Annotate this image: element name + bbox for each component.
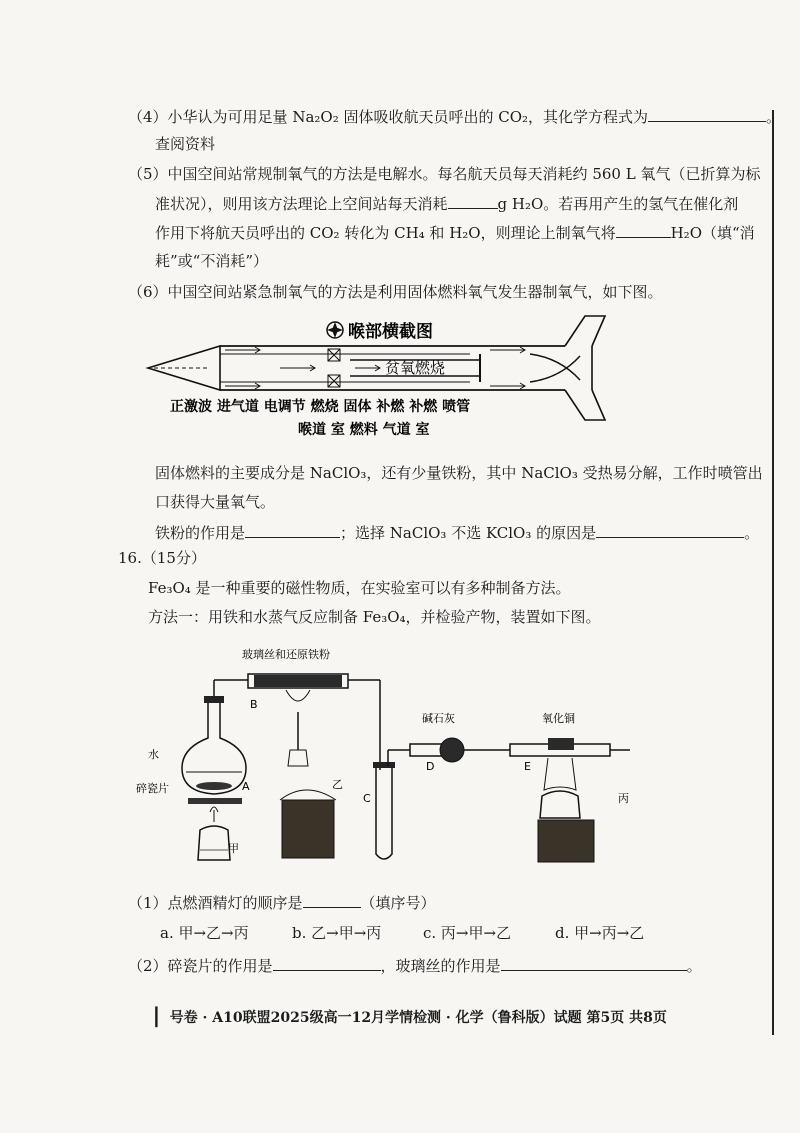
q6-ask-b: ；选择 NaClO₃ 不选 KClO₃ 的原因是 (340, 524, 597, 542)
label-jia: 甲 (228, 842, 239, 855)
q4-subheading: 查阅资料 (155, 135, 216, 153)
option-d[interactable]: d. 甲→丙→乙 (555, 924, 645, 942)
q5-line2 (155, 194, 738, 214)
option-c[interactable]: c. 丙→甲→乙 (423, 924, 512, 942)
diagram-title: 喉部横截图 (348, 322, 433, 342)
block-bing (538, 820, 594, 862)
label-C: C (363, 792, 371, 805)
q4-text: （4）小华认为可用足量 Na₂O₂ 固体吸收航天员呼出的 CO₂，其化学方程式为 (128, 108, 649, 126)
q16-method: 方法一：用铁和水蒸气反应制备 Fe₃O₄，并检验产物，装置如下图。 (148, 608, 601, 626)
q5-blank2[interactable] (616, 223, 671, 238)
test-tube-c (376, 766, 392, 859)
label-B: B (250, 698, 258, 711)
label-water: 水 (148, 748, 159, 761)
option-b[interactable]: b. 乙→甲→丙 (292, 924, 382, 942)
q16-p1-text: （1）点燃酒精灯的顺序是 (128, 894, 303, 912)
q5-line3-tail: H₂O（填“消 (670, 224, 755, 242)
q16-intro: Fe₃O₄ 是一种重要的磁性物质，在实验室可以有多种制备方法。 (148, 579, 571, 597)
q4-line (128, 107, 781, 127)
label-A: A (242, 780, 250, 793)
label-yi: 乙 (332, 778, 343, 791)
diagram-labels-bottom: 喉道 室 燃料 气道 室 (298, 422, 430, 438)
q5-blank1[interactable] (448, 194, 498, 209)
q5-line1: （5）中国空间站常规制氧气的方法是电解水。每名航天员每天消耗约 560 L 氧气（已折算为标 (128, 165, 761, 183)
q5-line4: 耗”或“不消耗”） (155, 252, 269, 270)
label-glass-wool: 玻璃丝和还原铁粉 (242, 648, 330, 661)
q6-para1: 固体燃料的主要成分是 NaClO₃，还有少量铁粉，其中 NaClO₃ 受热易分解，工作时喷管出 (155, 464, 763, 482)
q16-header: 16.（15分） (118, 549, 206, 567)
label-copper-oxide: 氧化铜 (542, 712, 575, 725)
label-D: D (426, 760, 435, 773)
burner-yi (288, 750, 308, 766)
q16-p2-blank1[interactable] (273, 956, 381, 971)
footer-text: 号卷 · A10联盟2025级高一12月学情检测 · 化学（鲁科版）试题 第5页 共8页 (169, 1010, 667, 1026)
option-a[interactable]: a. 甲→乙→丙 (160, 924, 249, 942)
label-soda-lime: 碱石灰 (422, 712, 455, 725)
q16-p1-tail: （填序号） (360, 894, 436, 912)
q6-blank1[interactable] (245, 523, 340, 538)
q6-ask (155, 523, 759, 543)
diagram-labels-top: 正激波 进气道 电调节 燃烧 固体 补燃 补燃 喷管 (170, 399, 471, 415)
q5-line3 (155, 223, 755, 243)
q16-p2-text2: ，玻璃丝的作用是 (380, 957, 501, 975)
q16-p2 (128, 956, 702, 976)
q16-p2-text: （2）碎瓷片的作用是 (128, 957, 273, 975)
page-footer (148, 1003, 667, 1027)
q16-p2-end: 。 (686, 957, 702, 975)
q4-end: 。 (766, 108, 782, 126)
q6-text: （6）中国空间站紧急制氧气的方法是利用固体燃料氧气发生器制氧气，如下图。 (128, 283, 663, 301)
q16-p2-blank2[interactable] (501, 956, 687, 971)
flask-a (182, 702, 246, 794)
burner-jia (198, 826, 230, 860)
q4-answer-blank[interactable] (648, 107, 766, 122)
q5-line2-tail: g H₂O。若再用产生的氢气在催化剂 (497, 195, 739, 213)
q6-ask-end: 。 (744, 524, 760, 542)
engine-diagram (140, 308, 640, 458)
q6-para2: 口获得大量氧气。 (155, 493, 276, 511)
label-bing: 丙 (618, 792, 629, 805)
q6-blank2[interactable] (596, 523, 744, 538)
q5-line2-text: 准状况），则用该方法理论上空间站每天消耗 (155, 195, 448, 213)
q6-ask-a: 铁粉的作用是 (155, 524, 246, 542)
margin-line (772, 110, 774, 1035)
burner-bing (540, 791, 580, 818)
label-porcelain: 碎瓷片 (136, 782, 169, 795)
q16-p1-blank[interactable] (303, 893, 361, 908)
logo-mark: ❘ (148, 1003, 165, 1027)
block-yi (282, 800, 334, 858)
q16-p1 (128, 893, 436, 913)
diagram-center-label: 贫氧燃烧 (385, 359, 446, 377)
apparatus-diagram (130, 640, 650, 880)
q5-line3-text: 作用下将航天员呼出的 CO₂ 转化为 CH₄ 和 H₂O，则理论上制氧气将 (155, 224, 616, 242)
label-E: E (524, 760, 531, 773)
